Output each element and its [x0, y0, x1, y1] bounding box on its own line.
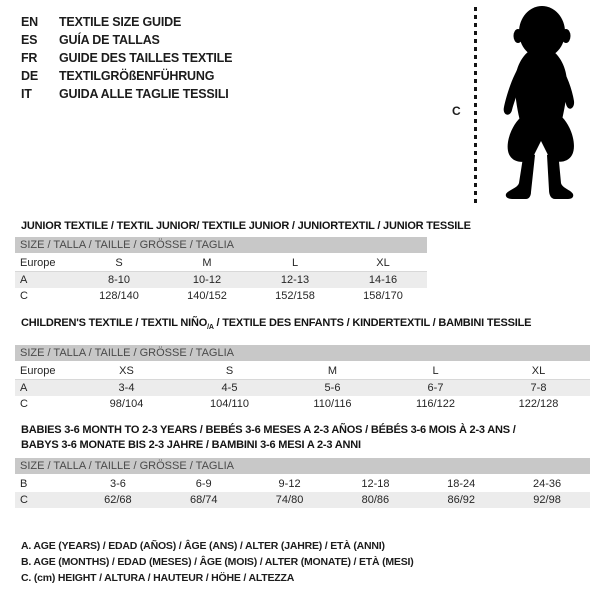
size-cell: 110/116 [313, 398, 352, 410]
children-title-subscript: /A [207, 324, 214, 332]
language-code: FR [21, 51, 38, 65]
size-cell: M [163, 255, 251, 272]
language-row-it [21, 85, 232, 103]
size-cell: S [75, 255, 163, 272]
size-cell: 6-9 [195, 478, 212, 490]
size-cell: 68/74 [161, 492, 247, 508]
size-cell: 24-36 [533, 478, 562, 490]
size-cell: XL [339, 255, 427, 272]
size-cell: 152/158 [275, 290, 315, 302]
size-cell: 74/80 [247, 492, 333, 508]
row-label: Europe [15, 255, 75, 272]
footnote-b: B. AGE (MONTHS) / EDAD (MESES) / ÂGE (MOIS) / ALTER (MONATE) / ETÀ (MESI) [21, 556, 414, 568]
language-label: TEXTILGRÖßENFÜHRUNG [59, 69, 215, 83]
language-label: GUIDE DES TAILLES TEXTILE [59, 51, 233, 65]
row-label: A [15, 380, 75, 397]
junior-size-table [15, 255, 427, 304]
babies-size-table [15, 476, 590, 508]
babies-size-band: SIZE / TALLA / TAILLE / GRÖSSE / TAGLIA [15, 458, 590, 474]
size-cell: 122/128 [518, 398, 559, 410]
row-label: C [20, 290, 28, 302]
size-cell: 3-4 [75, 380, 178, 397]
footnote-a: A. AGE (YEARS) / EDAD (AÑOS) / ÂGE (ANS) / ALTER (JAHRE) / ETÀ (ANNI) [21, 540, 385, 552]
size-cell: 14-16 [339, 272, 427, 289]
babies-table-title-line1: BABIES 3-6 MONTH TO 2-3 YEARS / BEBÉS 3-6 MESES A 2-3 AÑOS / BÉBÉS 3-6 MOIS À 2-3 ANS / [21, 424, 516, 436]
size-cell: 86/92 [418, 492, 504, 508]
language-row-fr [21, 49, 232, 67]
size-cell: 116/122 [416, 398, 455, 410]
height-dashed-line [474, 7, 477, 207]
size-cell: 8-10 [75, 272, 163, 289]
language-header [21, 13, 232, 103]
language-row-en [21, 13, 232, 31]
size-cell: L [251, 255, 339, 272]
row-label: Europe [15, 363, 75, 380]
size-cell: 6-7 [384, 380, 487, 397]
children-table-title [21, 317, 531, 331]
size-cell: 62/68 [75, 492, 161, 508]
footnotes [21, 538, 414, 586]
junior-size-band: SIZE / TALLA / TAILLE / GRÖSSE / TAGLIA [15, 237, 427, 253]
table-row [15, 272, 427, 289]
height-label-c: C [452, 104, 461, 118]
size-cell: 98/104 [109, 398, 144, 410]
size-cell: L [384, 363, 487, 380]
row-label: C [20, 398, 28, 410]
size-cell: 7-8 [487, 380, 590, 397]
footnote-c: C. (cm) HEIGHT / ALTURA / HAUTEUR / HÖHE / ALTEZZA [21, 572, 295, 584]
table-row [15, 476, 590, 492]
size-cell: 80/86 [332, 492, 418, 508]
size-cell: 92/98 [504, 492, 590, 508]
table-row [15, 396, 590, 412]
language-row-de [21, 67, 232, 85]
size-cell: 5-6 [281, 380, 384, 397]
language-code: DE [21, 69, 38, 83]
table-row [15, 380, 590, 397]
children-size-band: SIZE / TALLA / TAILLE / GRÖSSE / TAGLIA [15, 345, 590, 361]
size-cell: XS [75, 363, 178, 380]
language-code: EN [21, 15, 38, 29]
language-code: ES [21, 33, 38, 47]
size-cell: XL [487, 363, 590, 380]
language-label: GUIDA ALLE TAGLIE TESSILI [59, 87, 229, 101]
children-size-table [15, 363, 590, 412]
size-cell: 128/140 [99, 290, 139, 302]
size-cell: 104/110 [210, 398, 249, 410]
size-cell: 9-12 [278, 478, 301, 490]
size-cell: 18-24 [447, 478, 476, 490]
table-row [15, 363, 590, 380]
language-code: IT [21, 87, 32, 101]
junior-table-title: JUNIOR TEXTILE / TEXTIL JUNIOR/ TEXTILE JUNIOR / JUNIORTEXTIL / JUNIOR TESSILE [21, 220, 471, 232]
size-cell: 140/152 [187, 290, 227, 302]
size-cell: 12-13 [251, 272, 339, 289]
row-label: C [15, 492, 75, 508]
language-label: TEXTILE SIZE GUIDE [59, 15, 182, 29]
size-cell: S [178, 363, 281, 380]
language-row-es [21, 31, 232, 49]
language-label: GUÍA DE TALLAS [59, 33, 160, 47]
size-cell: 10-12 [163, 272, 251, 289]
size-cell: 3-6 [109, 478, 126, 490]
table-row [15, 492, 590, 508]
size-cell: 12-18 [361, 478, 390, 490]
row-label: A [15, 272, 75, 289]
children-title-main: CHILDREN'S TEXTILE / TEXTIL NIÑO [21, 317, 208, 329]
table-row [15, 255, 427, 272]
size-cell: M [281, 363, 384, 380]
row-label: B [20, 478, 28, 490]
table-row [15, 288, 427, 304]
size-cell: 158/170 [363, 290, 403, 302]
baby-silhouette-icon [486, 5, 598, 210]
children-title-rest: / TEXTILE DES ENFANTS / KINDERTEXTIL / BAMBINI TESSILE [213, 317, 532, 329]
babies-table-title-line2: BABYS 3-6 MONATE BIS 2-3 JAHRE / BAMBINI 3-6 MESI A 2-3 ANNI [21, 439, 361, 451]
size-cell: 4-5 [178, 380, 281, 397]
